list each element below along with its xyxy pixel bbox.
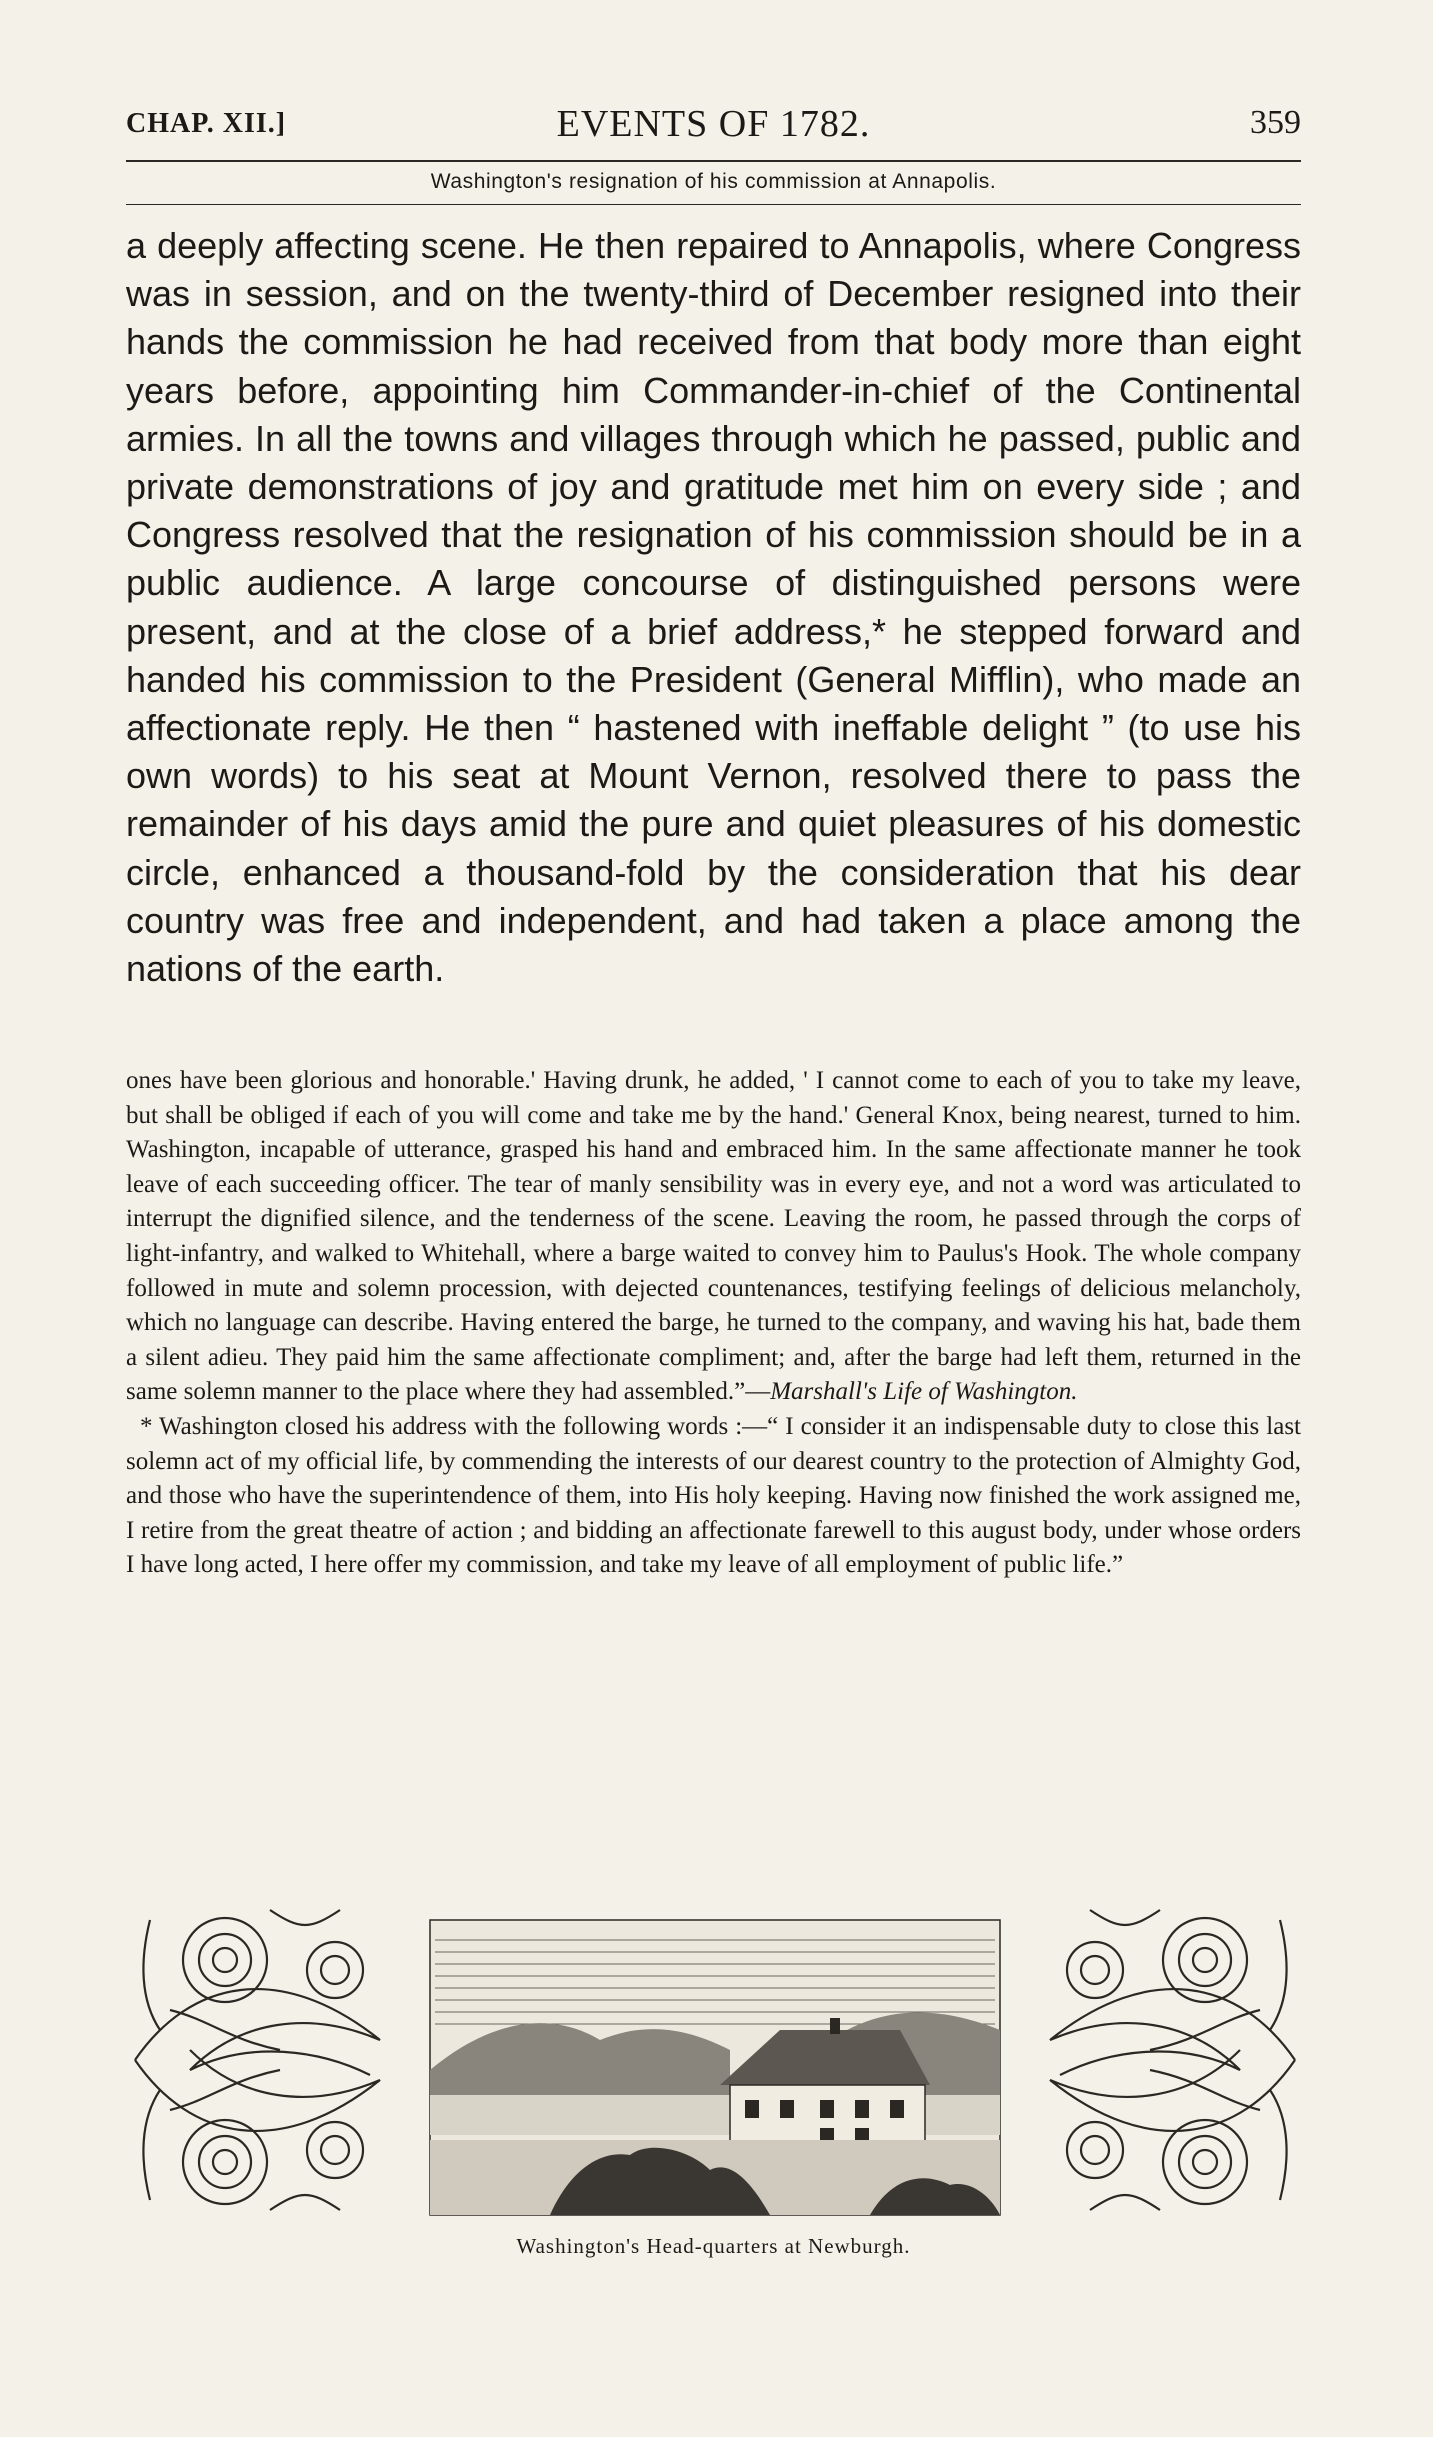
page-header xyxy=(126,102,1301,152)
engraving-svg xyxy=(130,1900,1300,2220)
footnotes xyxy=(126,1064,1301,1583)
body-paragraph: a deeply affecting scene. He then repaired to Annapolis, where Congress was in session, and on the twenty-third of December resigned into their hands the commission he had received from that body more than eight years before, appointing him Commander-in-chief of the Continental armies. In all the towns and villages through which he passed, public and private demonstrations of joy and gratitude met him on every side ; and Congress resolved that the resignation of his commission should be in a public audience. A large concourse of distinguished persons were present, and at the close of a brief address,* he stepped forward and handed his commission to the President (General Mifflin), who made an affectionate reply. He then “ hastened with ineffable delight ” (to use his own words) to his seat at Mount Vernon, resolved there to pass the remainder of his days amid the pure and quiet pleasures of his domestic circle, enhanced a thousand-fold by the consideration that his dear country was free and independent, and had taken a place among the nations of the earth. xyxy=(126,225,1301,990)
left-ornament xyxy=(135,1910,380,2210)
right-ornament xyxy=(1050,1910,1295,2210)
illustration-caption: Washington's Head-quarters at Newburgh. xyxy=(516,2234,911,2258)
footnote-continued xyxy=(126,1064,1301,1410)
scene-vignette xyxy=(430,1920,1000,2215)
engraving-illustration xyxy=(130,1900,1300,2220)
page-title: EVENTS OF 1782. xyxy=(556,103,871,145)
page-number: 359 xyxy=(1250,104,1301,141)
footnote-continued-text: ones have been glorious and honorable.' Having drunk, he added, ' I cannot come to each of you to take my leave, but shall be obliged if each of you will come and take me by the hand.' General Knox, being nearest, turned to him. Washington, incapable of utterance, grasped his hand and embraced him. In the same affectionate manner he took leave of each succeeding officer. The tear of manly sensibility was in every eye, and not a word was articulated to interrupt the dignified silence, and the tenderness of the scene. Leaving the room, he passed through the corps of light-infantry, and walked to Whitehall, where a barge waited to convey him to Paulus's Hook. The whole company followed in mute and solemn procession, with dejected countenances, testifying feelings of delicious melancholy, which no language can describe. Having entered the barge, he turned to the company, and waving his hat, bade them a silent adieu. They paid him the same affectionate compliment; and, after the barge had left them, returned in the same solemn manner to the place where they had assembled.”— xyxy=(126,1067,1301,1406)
header-rule xyxy=(126,160,1301,162)
subtitle-rule xyxy=(126,204,1301,205)
running-subtitle: Washington's resignation of his commission at Annapolis. xyxy=(430,170,997,193)
footnote-star: * Washington closed his address with the following words :—“ I consider it an indispensable duty to close this last solemn act of my official life, by commending the interests of our dearest country to the protection of Almighty God, and those who have the superintendence of them, into His holy keeping. Having now finished the work assigned me, I retire from the great theatre of action ; and bidding an affectionate farewell to this august body, under whose orders I have long acted, I here offer my commission, and take my leave of all employment of public life.” xyxy=(126,1412,1301,1579)
chapter-label: CHAP. XII.] xyxy=(126,108,287,139)
footnote-citation: Marshall's Life of Washington. xyxy=(770,1378,1078,1406)
